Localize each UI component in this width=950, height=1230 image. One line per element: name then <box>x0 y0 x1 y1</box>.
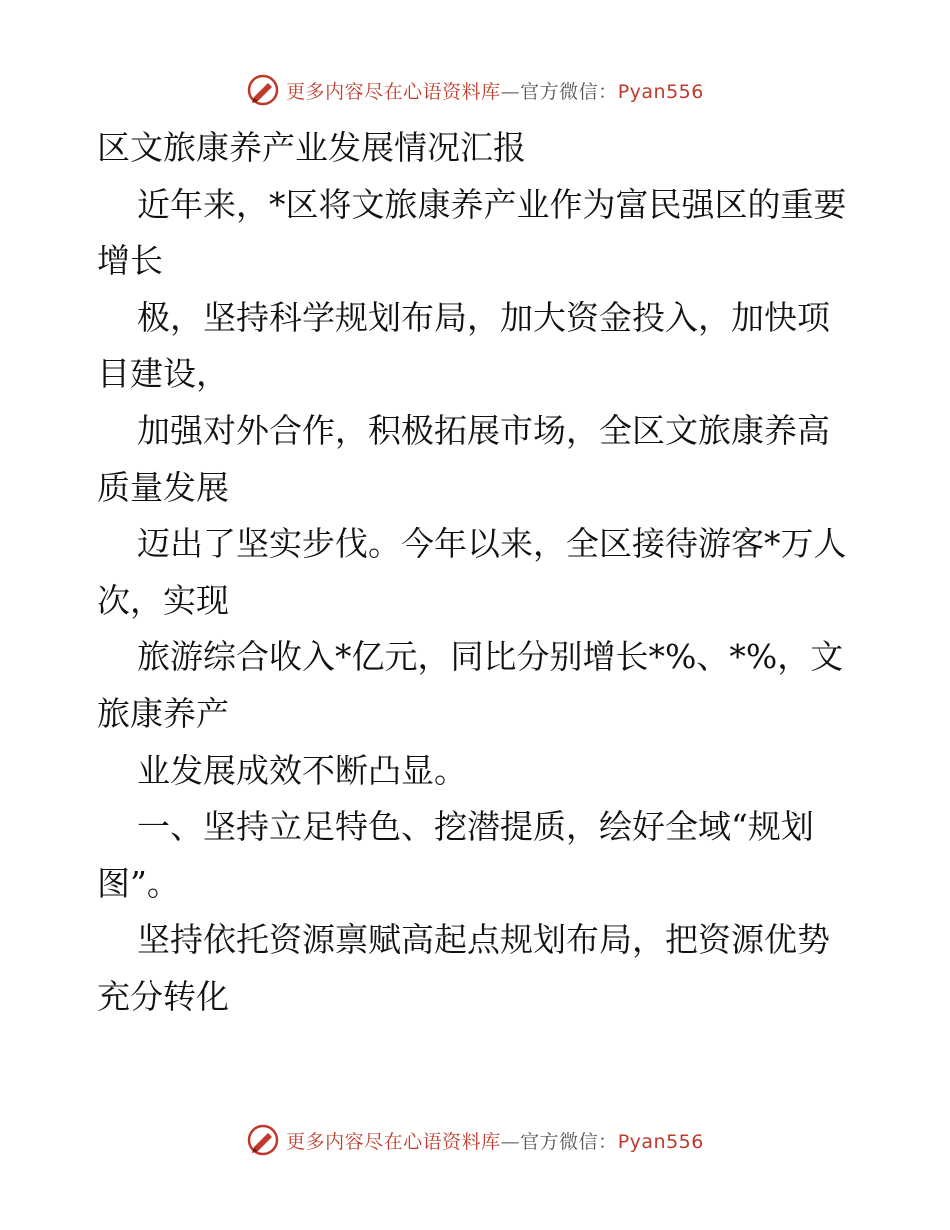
pen-logo-icon <box>246 73 280 107</box>
watermark-dash: — <box>500 80 521 103</box>
paragraph-line: 坚持依托资源禀赋高起点规划布局，把资源优势充分转化 <box>97 920 830 1016</box>
watermark-text <box>286 1127 704 1154</box>
paragraph-line: 极，坚持科学规划布局，加大资金投入，加快项目建设， <box>97 297 830 394</box>
watermark-wechat-label: 官方微信： <box>520 80 618 103</box>
paragraph-line: 旅游综合收入*亿元，同比分别增长*%、*%，文旅康养产 <box>97 637 844 733</box>
watermark-wechat-id: Pyan556 <box>617 1130 704 1153</box>
watermark-brand: 更多内容尽在心语资料库 <box>286 1130 501 1153</box>
header-watermark <box>0 70 950 110</box>
watermark-brand: 更多内容尽在心语资料库 <box>286 80 501 103</box>
footer-watermark <box>0 1120 950 1160</box>
paragraph-line: 近年来，*区将文旅康养产业作为富民强区的重要增长 <box>97 184 847 281</box>
paragraph-line: 业发展成效不断凸显。 <box>137 750 467 790</box>
watermark-dash: — <box>500 1130 521 1153</box>
watermark-wechat-label: 官方微信： <box>520 1130 618 1153</box>
watermark-text <box>286 77 704 104</box>
document-title: 区文旅康养产业发展情况汇报 <box>97 128 526 167</box>
paragraph-line: 加强对外合作，积极拓展市场，全区文旅康养高质量发展 <box>97 410 830 507</box>
section-heading: 一、坚持立足特色、挖潜提质，绘好全域“规划图”。 <box>97 807 814 903</box>
pen-logo-icon <box>246 1123 280 1157</box>
watermark-wechat-id: Pyan556 <box>617 80 704 103</box>
paragraph-line: 迈出了坚实步伐。今年以来，全区接待游客*万人次，实现 <box>97 524 847 620</box>
document-body <box>97 120 857 1026</box>
